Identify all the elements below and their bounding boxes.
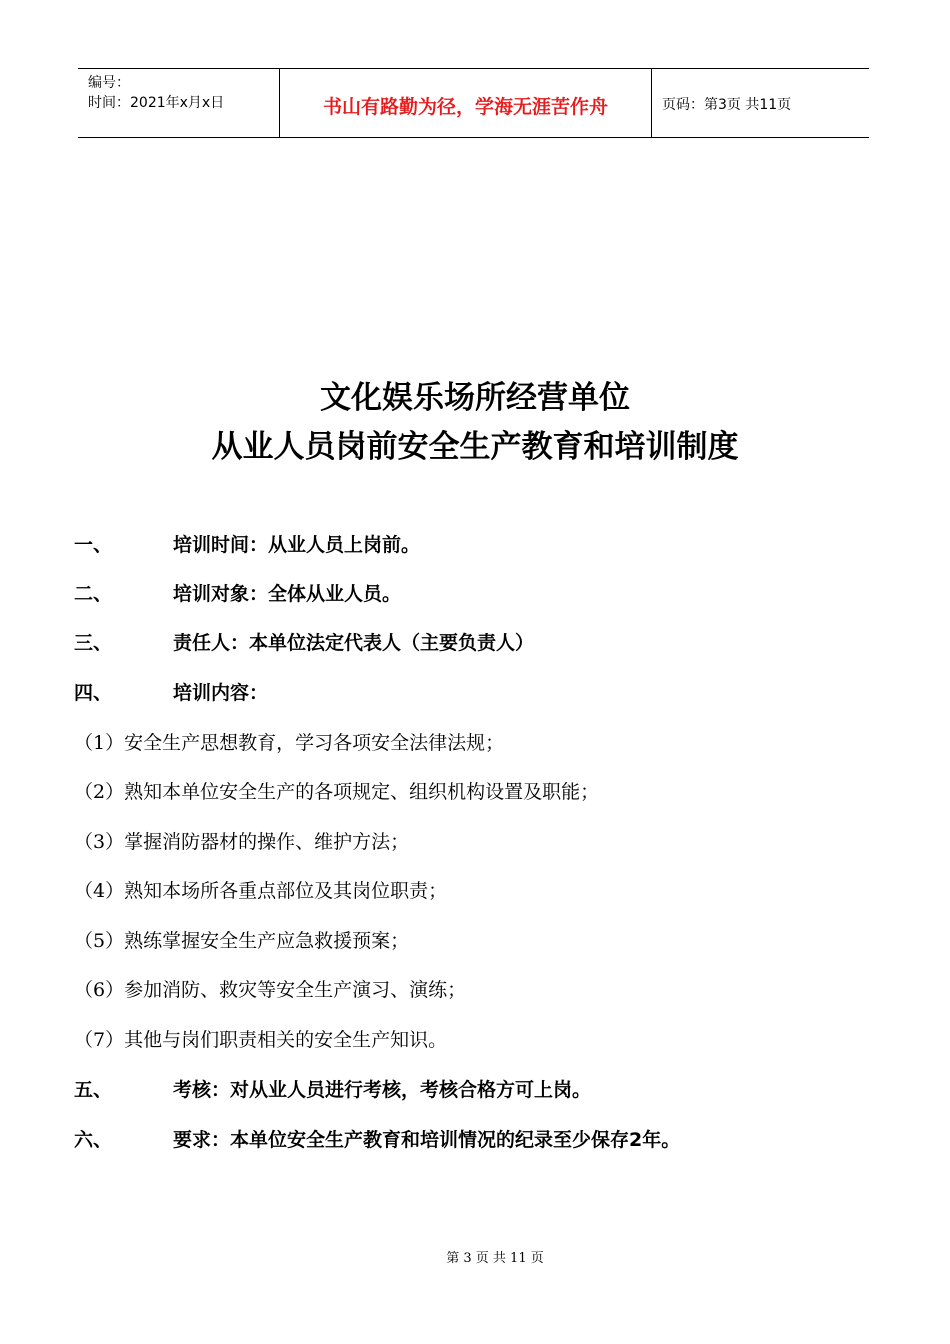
- section-number: 二、: [74, 583, 113, 605]
- section-1: [0, 530, 950, 560]
- section-4: [0, 678, 950, 708]
- document-title-line1: 文化娱乐场所经营单位: [320, 380, 630, 416]
- section-number: 六、: [74, 1129, 113, 1151]
- section-text: 考核：对从业人员进行考核，考核合格方可上岗。: [173, 1079, 592, 1101]
- content-item-1: （1）安全生产思想教育，学习各项安全法律法规；: [74, 732, 505, 754]
- content-item-7: （7）其他与岗们职责相关的安全生产知识。: [74, 1029, 448, 1051]
- section-text: 责任人：本单位法定代表人（主要负责人）: [173, 632, 535, 654]
- section-text: 培训对象：全体从业人员。: [173, 583, 402, 605]
- header-table: [78, 68, 869, 138]
- section-text: 要求：本单位安全生产教育和培训情况的纪录至少保存2年。: [173, 1129, 681, 1151]
- content-item-2: （2）熟知本单位安全生产的各项规定、组织机构设置及职能；: [74, 781, 600, 803]
- section-5: [0, 1075, 950, 1105]
- page-footer: 第 3 页 共 11 页: [446, 1251, 544, 1266]
- section-2: [0, 579, 950, 609]
- section-number: 四、: [74, 682, 113, 704]
- section-number: 五、: [74, 1079, 113, 1101]
- time-label: 时间：2021年x月x日: [88, 95, 225, 111]
- section-number: 三、: [74, 632, 113, 654]
- content-item-5: （5）熟练掌握安全生产应急救援预案；: [74, 930, 410, 952]
- section-3: [0, 628, 950, 658]
- header-page-code: 页码：第3页 共11页: [662, 97, 792, 113]
- content-item-4: （4）熟知本场所各重点部位及其岗位职责；: [74, 880, 448, 902]
- header-motto: 书山有路勤为径，学海无涯苦作舟: [280, 69, 652, 137]
- content-item-6: （6）参加消防、救灾等安全生产演习、演练；: [74, 979, 467, 1001]
- number-label: 编号：: [88, 75, 130, 91]
- section-6: [0, 1125, 950, 1155]
- section-text: 培训时间：从业人员上岗前。: [173, 534, 421, 556]
- document-title-line2: 从业人员岗前安全生产教育和培训制度: [211, 429, 739, 465]
- header-left-cell: [78, 69, 280, 137]
- content-item-3: （3）掌握消防器材的操作、维护方法；: [74, 831, 410, 853]
- section-text: 培训内容：: [173, 682, 269, 704]
- section-number: 一、: [74, 534, 113, 556]
